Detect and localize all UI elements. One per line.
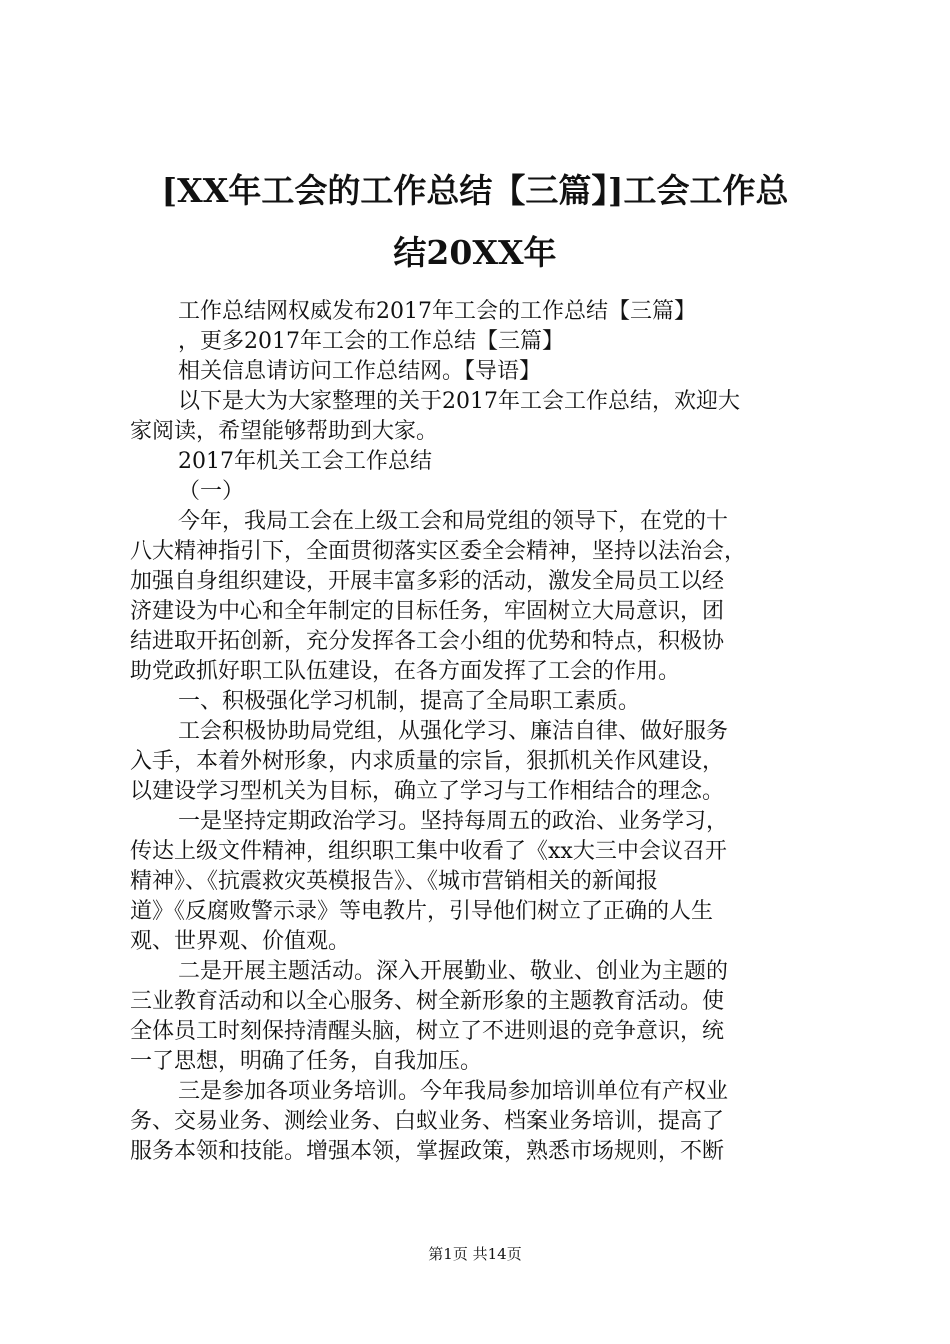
body-line: 服务本领和技能。增强本领，掌握政策，熟悉市场规则，不断 (130, 1139, 725, 1164)
body-line: 以下是大为大家整理的关于2017年工会工作总结，欢迎大 (178, 389, 740, 414)
body-line: 全体员工时刻保持清醒头脑，树立了不进则退的竞争意识，统 (130, 1019, 725, 1044)
body-line: 一了思想，明确了任务，自我加压。 (130, 1049, 483, 1074)
body-line: （一） (178, 479, 245, 504)
body-line: 精神》、《抗震救灾英模报告》、《城市营销相关的新闻报 (130, 869, 659, 894)
body-line: 一、积极强化学习机制，提高了全局职工素质。 (178, 689, 641, 714)
body-line: ，更多2017年工会的工作总结【三篇】 (178, 329, 564, 354)
title-line-1: [XX年工会的工作总结【三篇】]工会工作总 (161, 171, 789, 210)
body-line: 传达上级文件精神，组织职工集中收看了《xx大三中会议召开 (130, 839, 727, 864)
document-body (130, 297, 832, 1167)
body-line: 工作总结网权威发布2017年工会的工作总结【三篇】 (178, 299, 696, 324)
body-line: 加强自身组织建设，开展丰富多彩的活动，激发全局员工以经 (130, 569, 725, 594)
body-line: 2017年机关工会工作总结 (178, 449, 432, 474)
body-line: 工会积极协助局党组，从强化学习、廉洁自律、做好服务 (178, 719, 729, 744)
body-line: 三是参加各项业务培训。今年我局参加培训单位有产权业 (178, 1079, 729, 1104)
title-line-2: 结20XX年 (393, 233, 557, 272)
body-line: 道》《反腐败警示录》等电教片，引导他们树立了正确的人生 (130, 899, 714, 924)
body-line: 以建设学习型机关为目标，确立了学习与工作相结合的理念。 (130, 779, 725, 804)
document-title (110, 160, 840, 284)
body-line: 助党政抓好职工队伍建设，在各方面发挥了工会的作用。 (130, 659, 681, 684)
body-line: 务、交易业务、测绘业务、白蚁业务、档案业务培训，提高了 (130, 1109, 725, 1134)
body-line: 八大精神指引下，全面贯彻落实区委全会精神，坚持以法治会， (130, 539, 747, 564)
body-line: 二是开展主题活动。深入开展勤业、敬业、创业为主题的 (178, 959, 729, 984)
page-footer: 第1页 共14页 (428, 1245, 522, 1263)
body-line: 结进取开拓创新，充分发挥各工会小组的优势和特点，积极协 (130, 629, 725, 654)
body-line: 今年，我局工会在上级工会和局党组的领导下，在党的十 (178, 509, 729, 534)
body-line: 相关信息请访问工作总结网。【导语】 (178, 359, 542, 384)
body-line: 三业教育活动和以全心服务、树全新形象的主题教育活动。使 (130, 989, 725, 1014)
body-line: 济建设为中心和全年制定的目标任务，牢固树立大局意识，团 (130, 599, 725, 624)
body-line: 一是坚持定期政治学习。坚持每周五的政治、业务学习， (178, 809, 729, 834)
body-line: 入手，本着外树形象，内求质量的宗旨，狠抓机关作风建设， (130, 749, 725, 774)
body-line: 观、世界观、价值观。 (130, 929, 351, 954)
body-line: 家阅读，希望能够帮助到大家。 (130, 419, 439, 444)
